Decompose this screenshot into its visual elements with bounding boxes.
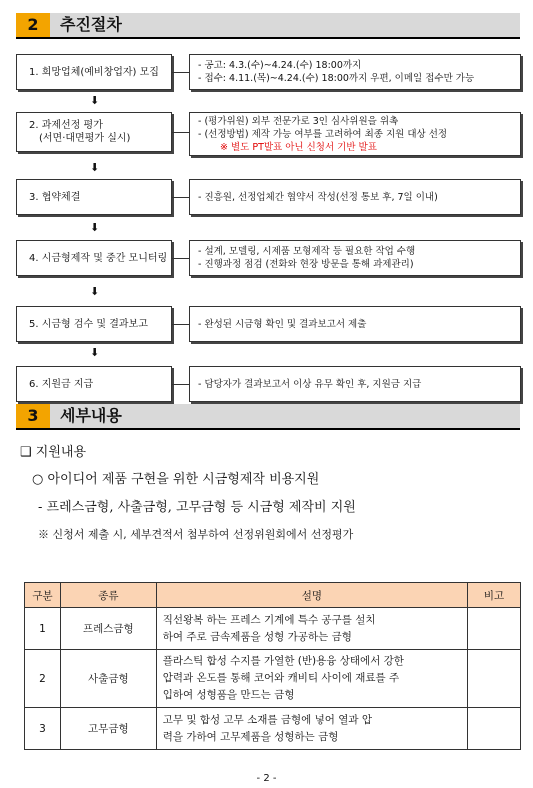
mold-description — [156, 708, 467, 750]
desc-line: - 공고: 4.3.(수)~4.24.(수) 18:00까지 — [198, 60, 362, 71]
step-box-5 — [16, 306, 172, 342]
description-line: 고무 및 합성 고무 소재를 금형에 넣어 열과 압 — [162, 713, 373, 726]
mold-description — [156, 608, 467, 650]
down-arrow-icon: ⬇ — [90, 161, 100, 174]
desc-line: - (평가위원) 외부 전문가로 3인 심사위원을 위촉 — [198, 115, 399, 127]
table-row — [25, 708, 521, 750]
description-line: 력을 가하여 고무제품을 성형하는 금형 — [162, 730, 339, 743]
section-number: 3 — [16, 404, 50, 428]
table-row — [25, 608, 521, 650]
section-number: 2 — [16, 13, 50, 37]
mold-type-table — [24, 582, 521, 750]
description-line: 입하여 성형품을 만드는 금형 — [162, 689, 295, 701]
support-note: ※ 신청서 제출 시, 세부견적서 첨부하여 선정위원회에서 선정평가 — [38, 528, 354, 541]
step-connector — [172, 132, 189, 133]
step-desc-4 — [189, 240, 521, 276]
step-label: 6. 지원금 지급 — [29, 378, 94, 390]
section-title: 세부내용 — [60, 406, 122, 425]
down-arrow-icon: ⬇ — [90, 285, 100, 298]
page-number: - 2 - — [256, 773, 277, 784]
step-desc-1 — [189, 54, 521, 90]
row-number: 3 — [25, 708, 61, 750]
description-line: 플라스틱 합성 수지를 가열한 (반)용융 상태에서 강한 — [162, 655, 404, 667]
column-header: 종류 — [60, 583, 156, 608]
desc-line: - 진행과정 점검 (전화와 현장 방문을 통해 과제관리) — [198, 259, 414, 270]
desc-line: - 담당자가 결과보고서 이상 유무 확인 후, 지원금 지급 — [198, 378, 422, 390]
support-item: ○ 아이디어 제품 구현을 위한 시금형제작 비용지원 — [32, 472, 320, 487]
step-connector — [172, 72, 189, 73]
step-desc-3 — [189, 179, 521, 215]
step-box-6 — [16, 366, 172, 402]
step-label: 4. 시금형제작 및 중간 모니터링 — [29, 252, 168, 264]
desc-line: - 진흥원, 선정업체간 협약서 작성(선정 통보 후, 7일 이내) — [198, 191, 438, 203]
table-header-row — [25, 583, 521, 608]
step-connector — [172, 324, 189, 325]
step-box-1 — [16, 54, 172, 90]
down-arrow-icon: ⬇ — [90, 94, 100, 107]
desc-line: - 접수: 4.11.(목)~4.24.(수) 18:00까지 우편, 이메일 접수만 가능 — [198, 73, 475, 84]
desc-line: - (선정방법) 제작 가능 여부를 고려하여 최종 지원 대상 선정 — [198, 128, 448, 140]
description-line: 직선왕복 하는 프레스 기계에 특수 공구를 설치 — [162, 613, 376, 626]
row-note — [468, 650, 521, 708]
step-sublabel: (서면·대면평가 실시) — [39, 133, 131, 144]
description-line: 압력과 온도를 통해 코어와 캐비티 사이에 재료를 주 — [162, 672, 400, 684]
mold-kind: 사출금형 — [60, 650, 156, 708]
column-header: 설명 — [156, 583, 467, 608]
row-note — [468, 708, 521, 750]
section-2-header — [16, 13, 520, 39]
step-desc-6 — [189, 366, 521, 402]
step-connector — [172, 197, 189, 198]
description-line: 하여 주로 금속제품을 성형 가공하는 금형 — [162, 630, 352, 643]
step-connector — [172, 258, 189, 259]
row-number: 2 — [25, 650, 61, 708]
section-title: 추진절차 — [60, 15, 122, 34]
step-connector — [172, 384, 189, 385]
column-header: 비고 — [468, 583, 521, 608]
down-arrow-icon: ⬇ — [90, 221, 100, 234]
step-label: 1. 희망업체(예비창업자) 모집 — [29, 66, 159, 78]
step-box-4 — [16, 240, 172, 276]
step-desc-5 — [189, 306, 521, 342]
desc-note: ※ 별도 PT발표 아닌 신청서 기반 발표 — [220, 141, 377, 153]
row-note — [468, 608, 521, 650]
support-subitem: - 프레스금형, 사출금형, 고무금형 등 시금형 제작비 지원 — [38, 500, 356, 515]
down-arrow-icon: ⬇ — [90, 346, 100, 359]
table-row — [25, 650, 521, 708]
row-number: 1 — [25, 608, 61, 650]
desc-line: - 완성된 시금형 확인 및 결과보고서 제출 — [198, 318, 367, 330]
column-header: 구분 — [25, 583, 61, 608]
step-desc-2 — [189, 112, 521, 156]
step-label: 3. 협약체결 — [29, 191, 81, 203]
support-heading: ❑ 지원내용 — [20, 445, 87, 460]
mold-kind: 프레스금형 — [60, 608, 156, 650]
mold-description — [156, 650, 467, 708]
desc-line: - 설계, 모델링, 시제품 모형제작 등 필요한 작업 수행 — [198, 246, 416, 257]
mold-kind: 고무금형 — [60, 708, 156, 750]
step-label: 5. 시금형 검수 및 결과보고 — [29, 318, 148, 330]
section-3-header — [16, 404, 520, 430]
step-label: 2. 과제선정 평가 — [29, 120, 103, 131]
step-box-3 — [16, 179, 172, 215]
step-box-2 — [16, 112, 172, 152]
